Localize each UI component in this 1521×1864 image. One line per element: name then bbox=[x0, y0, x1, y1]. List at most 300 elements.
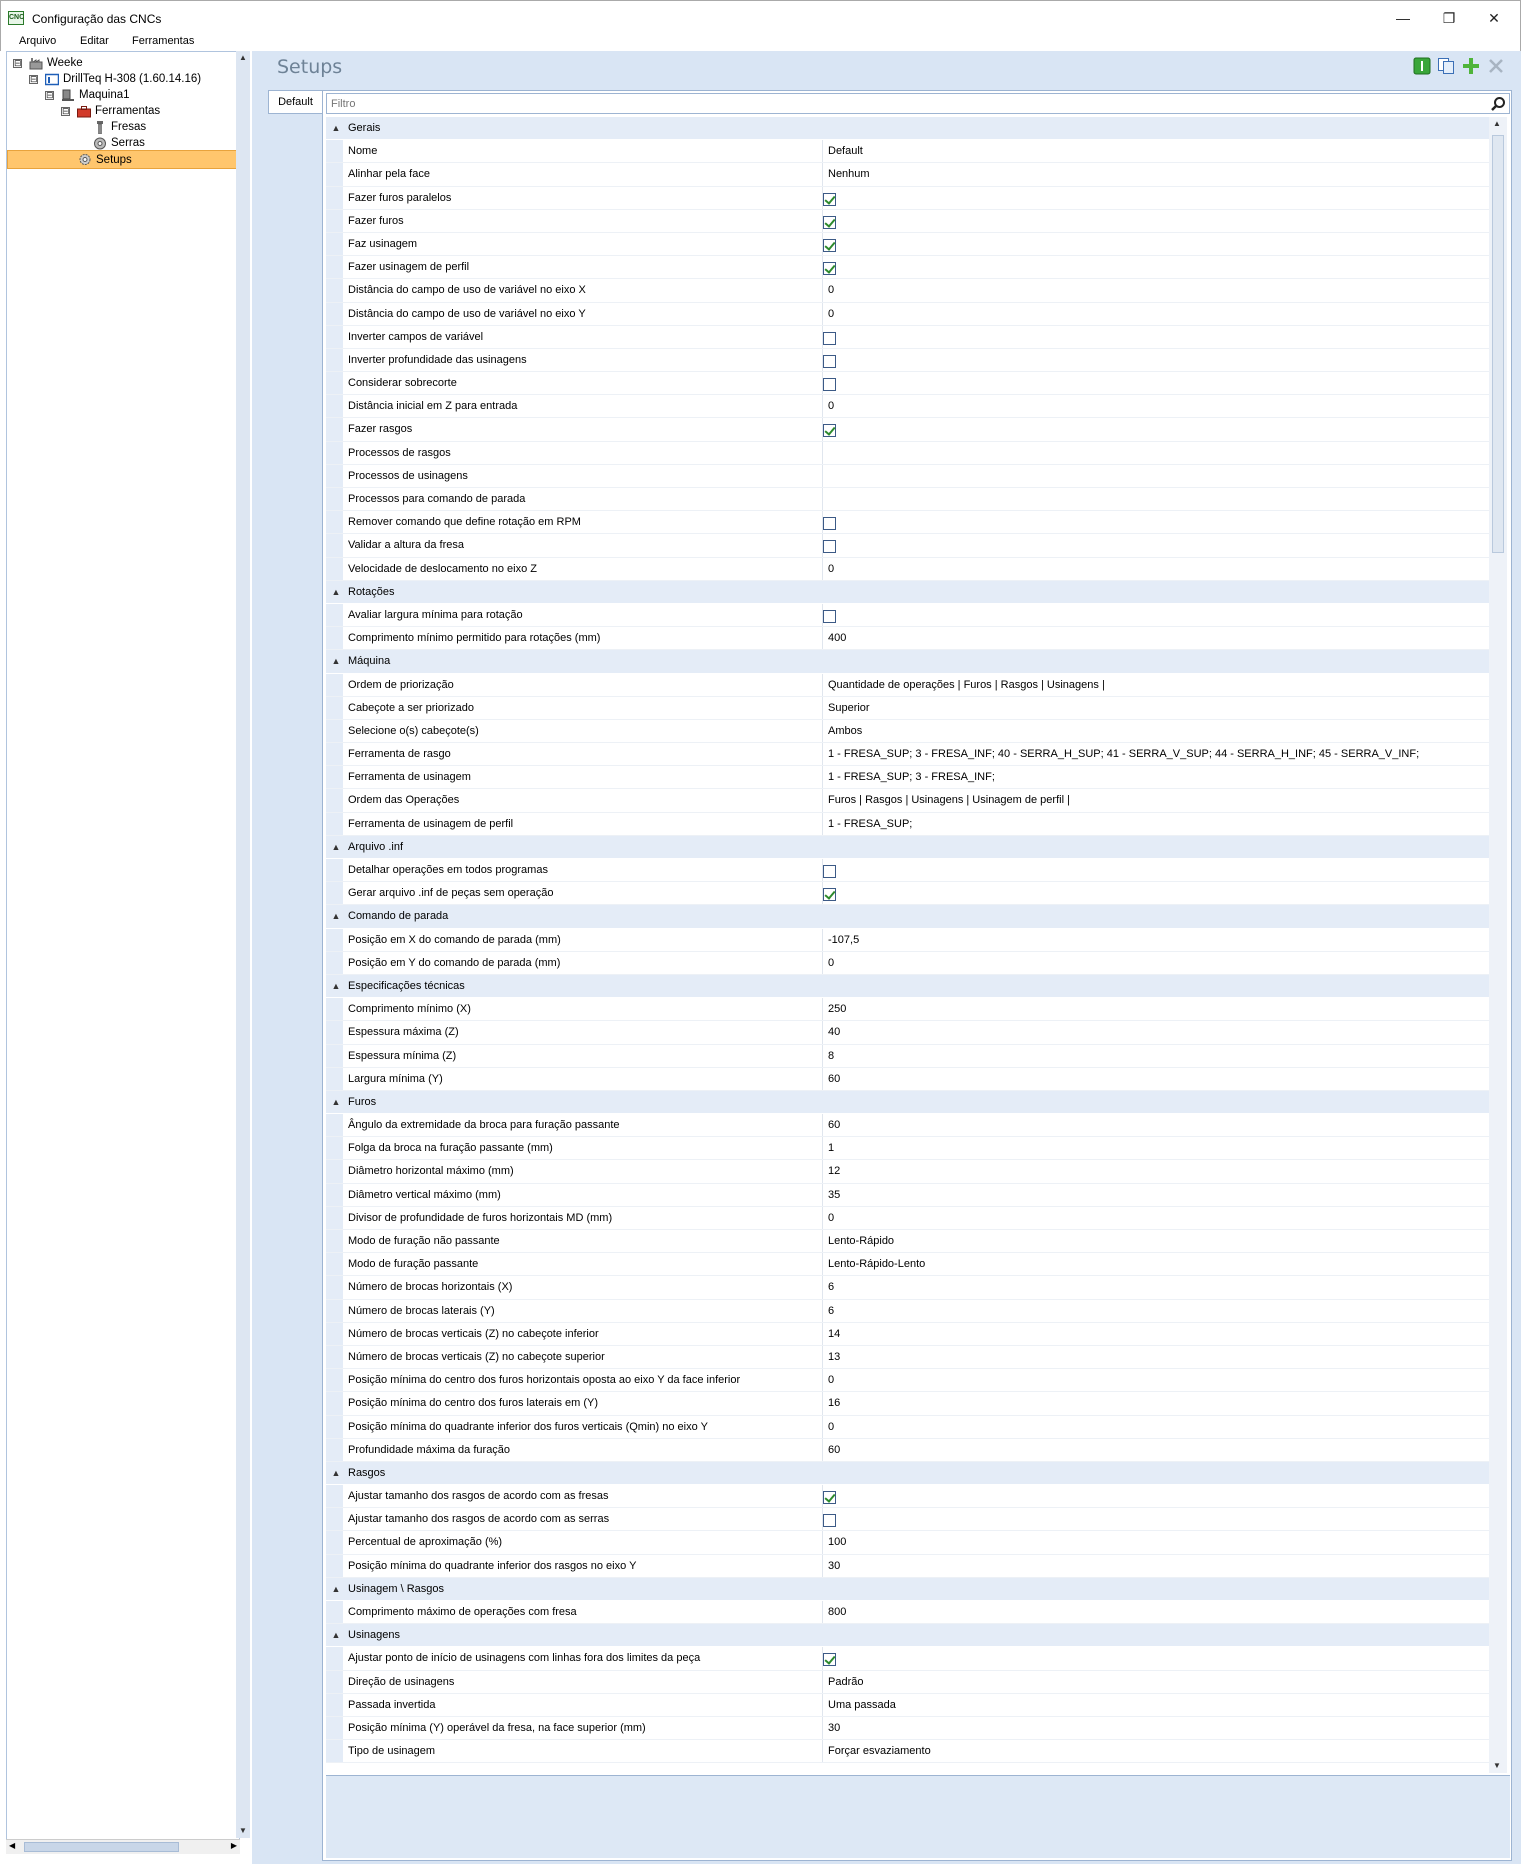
property-checkbox[interactable] bbox=[823, 355, 836, 368]
app-icon: CNC bbox=[8, 11, 24, 25]
row-gutter bbox=[326, 326, 343, 348]
property-value[interactable]: 1 - FRESA_SUP; 3 - FRESA_INF; bbox=[822, 766, 1489, 788]
row-gutter bbox=[326, 303, 343, 325]
row-gutter bbox=[326, 558, 343, 580]
property-row[interactable] bbox=[326, 372, 1489, 395]
property-name: Ajustar tamanho dos rasgos de acordo com as fresas bbox=[348, 1490, 609, 1503]
category-row[interactable] bbox=[326, 975, 1489, 998]
collapse-chevron-icon[interactable]: ▲ bbox=[331, 911, 341, 922]
property-name: Remover comando que define rotação em RPM bbox=[348, 516, 581, 529]
property-row[interactable] bbox=[326, 627, 1489, 650]
row-gutter bbox=[326, 1021, 343, 1043]
property-value[interactable]: 35 bbox=[822, 1184, 1489, 1206]
property-checkbox[interactable] bbox=[823, 378, 836, 391]
property-name: Processos de rasgos bbox=[348, 446, 451, 459]
tree-item-label: DrillTeq H-308 (1.60.14.16) bbox=[63, 73, 202, 85]
copy-icon[interactable] bbox=[1437, 57, 1455, 75]
property-row[interactable] bbox=[326, 859, 1489, 882]
property-row[interactable] bbox=[326, 952, 1489, 975]
row-gutter bbox=[326, 1369, 343, 1391]
property-value[interactable]: 0 bbox=[822, 395, 1489, 417]
property-value[interactable]: 14 bbox=[822, 1323, 1489, 1345]
property-value-cell bbox=[822, 534, 1489, 556]
collapse-chevron-icon[interactable]: ▲ bbox=[331, 1583, 341, 1594]
property-row[interactable] bbox=[326, 534, 1489, 557]
factory-icon bbox=[29, 57, 43, 70]
row-gutter bbox=[326, 1392, 343, 1414]
property-checkbox[interactable] bbox=[823, 1653, 836, 1666]
category-row[interactable] bbox=[326, 117, 1489, 140]
category-row[interactable] bbox=[326, 581, 1489, 604]
property-value[interactable]: 30 bbox=[822, 1717, 1489, 1739]
row-gutter bbox=[326, 534, 343, 556]
property-value[interactable]: 1 - FRESA_SUP; 3 - FRESA_INF; 40 - SERRA_H_SUP; 41 - SERRA_V_SUP; 44 - SERRA_H_INF; 45 - SERRA_V_INF; bbox=[822, 743, 1489, 765]
tree-item-label: Weeke bbox=[47, 57, 83, 69]
property-row[interactable] bbox=[326, 813, 1489, 836]
property-checkbox[interactable] bbox=[823, 888, 836, 901]
category-label: Comando de parada bbox=[348, 910, 449, 923]
property-row[interactable] bbox=[326, 1740, 1489, 1763]
property-value[interactable]: 0 bbox=[822, 303, 1489, 325]
collapse-chevron-icon[interactable]: ▲ bbox=[331, 123, 341, 133]
tab-default[interactable]: Default bbox=[268, 90, 322, 114]
category-row[interactable] bbox=[326, 1091, 1489, 1114]
property-row[interactable] bbox=[326, 303, 1489, 326]
row-gutter bbox=[326, 349, 343, 371]
property-value[interactable]: Padrão bbox=[822, 1671, 1489, 1693]
drill-bit-icon bbox=[93, 121, 107, 134]
property-value[interactable]: 1 - FRESA_SUP; bbox=[822, 813, 1489, 835]
property-row[interactable] bbox=[326, 1207, 1489, 1230]
property-name: Considerar sobrecorte bbox=[348, 377, 457, 390]
property-row[interactable] bbox=[326, 210, 1489, 233]
property-name: Gerar arquivo .inf de peças sem operação bbox=[348, 887, 554, 900]
property-row[interactable] bbox=[326, 1045, 1489, 1068]
collapse-icon[interactable]: ⊟ bbox=[62, 106, 70, 116]
row-gutter bbox=[326, 1531, 343, 1553]
tree-item-setups[interactable] bbox=[7, 150, 239, 169]
property-checkbox[interactable] bbox=[823, 1514, 836, 1527]
row-gutter bbox=[326, 1276, 343, 1298]
property-value-cell bbox=[822, 1647, 1489, 1669]
row-gutter bbox=[326, 210, 343, 232]
property-name: Espessura máxima (Z) bbox=[348, 1026, 459, 1039]
property-value[interactable]: 6 bbox=[822, 1276, 1489, 1298]
row-gutter bbox=[326, 163, 343, 185]
property-value[interactable]: 60 bbox=[822, 1068, 1489, 1090]
property-name: Número de brocas verticais (Z) no cabeçote superior bbox=[348, 1350, 605, 1363]
row-gutter bbox=[326, 789, 343, 811]
property-name: Passada invertida bbox=[348, 1698, 436, 1711]
property-checkbox[interactable] bbox=[823, 193, 836, 206]
row-gutter bbox=[326, 1346, 343, 1368]
property-value[interactable]: 8 bbox=[822, 1045, 1489, 1067]
row-gutter bbox=[326, 1253, 343, 1275]
property-value-cell bbox=[822, 511, 1489, 533]
property-row[interactable] bbox=[326, 929, 1489, 952]
property-row[interactable] bbox=[326, 1392, 1489, 1415]
row-gutter bbox=[326, 882, 343, 904]
collapse-icon[interactable]: ⊟ bbox=[14, 58, 22, 68]
property-name: Faz usinagem bbox=[348, 237, 418, 250]
property-name: Ajustar tamanho dos rasgos de acordo com as serras bbox=[348, 1513, 610, 1526]
property-row[interactable] bbox=[326, 1323, 1489, 1346]
row-gutter bbox=[326, 465, 343, 487]
property-name: Inverter profundidade das usinagens bbox=[348, 353, 527, 366]
property-row[interactable] bbox=[326, 1694, 1489, 1717]
property-row[interactable] bbox=[326, 349, 1489, 372]
property-name: Distância do campo de uso de variável no eixo X bbox=[348, 284, 586, 297]
row-gutter bbox=[326, 140, 343, 162]
collapse-chevron-icon[interactable]: ▲ bbox=[331, 841, 341, 852]
add-icon[interactable] bbox=[1462, 57, 1480, 75]
row-gutter bbox=[326, 279, 343, 301]
property-value[interactable] bbox=[822, 442, 1489, 464]
category-label: Rasgos bbox=[348, 1466, 386, 1479]
property-row[interactable] bbox=[326, 1601, 1489, 1624]
page-title: Setups bbox=[277, 56, 343, 78]
row-gutter bbox=[326, 766, 343, 788]
property-row[interactable] bbox=[326, 326, 1489, 349]
property-value[interactable]: 60 bbox=[822, 1439, 1489, 1461]
property-value[interactable]: Furos | Rasgos | Usinagens | Usinagem de perfil | bbox=[822, 789, 1489, 811]
machine-icon bbox=[45, 73, 59, 86]
menu-ferramentas[interactable]: Ferramentas bbox=[132, 35, 195, 47]
scroll-up-icon[interactable]: ▲ bbox=[1493, 119, 1501, 128]
scroll-right-icon[interactable]: ▶ bbox=[230, 1841, 237, 1850]
property-name: Distância do campo de uso de variável no eixo Y bbox=[348, 307, 586, 320]
property-row[interactable] bbox=[326, 1671, 1489, 1694]
row-gutter bbox=[326, 372, 343, 394]
collapse-chevron-icon[interactable]: ▲ bbox=[331, 1096, 341, 1107]
property-value[interactable]: 100 bbox=[822, 1531, 1489, 1553]
row-gutter bbox=[326, 187, 343, 209]
tree-item-label: Setups bbox=[96, 154, 132, 166]
property-row[interactable] bbox=[326, 488, 1489, 511]
property-value[interactable]: 0 bbox=[822, 279, 1489, 301]
category-label: Rotações bbox=[348, 585, 395, 598]
property-value-cell bbox=[822, 1485, 1489, 1507]
property-name: Ordem de priorização bbox=[348, 678, 454, 691]
scroll-thumb[interactable] bbox=[1492, 135, 1504, 553]
property-checkbox[interactable] bbox=[823, 865, 836, 878]
property-value-cell bbox=[822, 1508, 1489, 1530]
category-row[interactable] bbox=[326, 836, 1489, 859]
row-gutter bbox=[326, 1601, 343, 1623]
property-value[interactable]: 400 bbox=[822, 627, 1489, 649]
property-row[interactable] bbox=[326, 674, 1489, 697]
row-gutter bbox=[326, 418, 343, 440]
property-row[interactable] bbox=[326, 1346, 1489, 1369]
category-row[interactable] bbox=[326, 1578, 1489, 1601]
property-name: Diâmetro vertical máximo (mm) bbox=[348, 1188, 501, 1201]
property-name: Selecione o(s) cabeçote(s) bbox=[348, 724, 479, 737]
property-value-cell bbox=[822, 256, 1489, 278]
property-row[interactable] bbox=[326, 1300, 1489, 1323]
property-row[interactable] bbox=[326, 743, 1489, 766]
row-gutter bbox=[326, 1114, 343, 1136]
row-gutter bbox=[326, 998, 343, 1020]
computer-icon bbox=[61, 89, 75, 102]
row-gutter bbox=[326, 1555, 343, 1577]
row-gutter bbox=[326, 511, 343, 533]
filter-box bbox=[326, 93, 1510, 114]
property-name: Fazer usinagem de perfil bbox=[348, 261, 470, 274]
property-row[interactable] bbox=[326, 140, 1489, 163]
property-row[interactable] bbox=[326, 442, 1489, 465]
property-value[interactable]: 13 bbox=[822, 1346, 1489, 1368]
property-row[interactable] bbox=[326, 1416, 1489, 1439]
row-gutter bbox=[326, 674, 343, 696]
property-name: Processos de usinagens bbox=[348, 469, 468, 482]
property-name: Posição mínima do quadrante inferior dos rasgos no eixo Y bbox=[348, 1559, 637, 1572]
property-row[interactable] bbox=[326, 511, 1489, 534]
tree-vertical-scrollbar[interactable] bbox=[236, 51, 250, 1838]
property-value-cell bbox=[822, 349, 1489, 371]
property-name: Tipo de usinagem bbox=[348, 1745, 436, 1758]
collapse-chevron-icon[interactable]: ▲ bbox=[331, 1467, 341, 1478]
scroll-left-icon[interactable]: ◀ bbox=[9, 1841, 16, 1850]
property-name: Cabeçote a ser priorizado bbox=[348, 701, 474, 714]
property-name: Nome bbox=[348, 145, 378, 158]
property-value[interactable]: Uma passada bbox=[822, 1694, 1489, 1716]
property-row[interactable] bbox=[326, 697, 1489, 720]
property-value[interactable] bbox=[822, 488, 1489, 510]
property-row[interactable] bbox=[326, 1439, 1489, 1462]
property-checkbox[interactable] bbox=[823, 540, 836, 553]
category-label: Especificações técnicas bbox=[348, 979, 465, 992]
property-checkbox[interactable] bbox=[823, 517, 836, 530]
row-gutter bbox=[326, 929, 343, 951]
property-row[interactable] bbox=[326, 1253, 1489, 1276]
row-gutter bbox=[326, 1416, 343, 1438]
property-value[interactable]: Ambos bbox=[822, 720, 1489, 742]
property-name: Ajustar ponto de início de usinagens com linhas fora dos limites da peça bbox=[348, 1652, 701, 1665]
property-checkbox[interactable] bbox=[823, 216, 836, 229]
property-row[interactable] bbox=[326, 1021, 1489, 1044]
property-row[interactable] bbox=[326, 882, 1489, 905]
property-value[interactable] bbox=[822, 465, 1489, 487]
property-row[interactable] bbox=[326, 187, 1489, 210]
property-row[interactable] bbox=[326, 1485, 1489, 1508]
property-name: Direção de usinagens bbox=[348, 1675, 455, 1688]
property-checkbox[interactable] bbox=[823, 262, 836, 275]
property-value[interactable]: 6 bbox=[822, 1300, 1489, 1322]
property-row[interactable] bbox=[326, 279, 1489, 302]
grid-vertical-scrollbar[interactable] bbox=[1489, 117, 1507, 1773]
property-value[interactable]: 250 bbox=[822, 998, 1489, 1020]
property-value[interactable]: 40 bbox=[822, 1021, 1489, 1043]
row-gutter bbox=[326, 1137, 343, 1159]
toolbox-icon bbox=[77, 105, 91, 118]
menu-editar[interactable]: Editar bbox=[80, 35, 109, 47]
property-name: Comprimento mínimo (X) bbox=[348, 1003, 471, 1016]
property-value[interactable]: Lento-Rápido-Lento bbox=[822, 1253, 1489, 1275]
row-gutter bbox=[326, 1068, 343, 1090]
menu-bar bbox=[0, 34, 1521, 51]
property-row[interactable] bbox=[326, 1068, 1489, 1091]
property-value[interactable]: 0 bbox=[822, 1207, 1489, 1229]
property-value[interactable]: Forçar esvaziamento bbox=[822, 1740, 1489, 1762]
property-row[interactable] bbox=[326, 1647, 1489, 1670]
property-name: Ferramenta de rasgo bbox=[348, 748, 451, 761]
property-row[interactable] bbox=[326, 465, 1489, 488]
property-row[interactable] bbox=[326, 1276, 1489, 1299]
property-value[interactable]: 0 bbox=[822, 952, 1489, 974]
property-value[interactable]: 60 bbox=[822, 1114, 1489, 1136]
property-value-cell bbox=[822, 210, 1489, 232]
property-value[interactable]: 0 bbox=[822, 1416, 1489, 1438]
property-name: Comprimento máximo de operações com fresa bbox=[348, 1606, 577, 1618]
category-row[interactable] bbox=[326, 1462, 1489, 1485]
property-row[interactable] bbox=[326, 233, 1489, 256]
collapse-chevron-icon[interactable]: ▲ bbox=[331, 980, 341, 991]
property-name: Ferramenta de usinagem de perfil bbox=[348, 817, 514, 830]
property-name: Profundidade máxima da furação bbox=[348, 1443, 511, 1456]
property-name: Alinhar pela face bbox=[348, 168, 430, 181]
row-gutter bbox=[326, 1439, 343, 1461]
close-button[interactable]: ✕ bbox=[1488, 10, 1500, 26]
property-value[interactable]: Nenhum bbox=[822, 163, 1489, 185]
property-value-cell bbox=[822, 882, 1489, 904]
row-gutter bbox=[326, 442, 343, 464]
property-value-cell bbox=[822, 418, 1489, 440]
property-row[interactable] bbox=[326, 1555, 1489, 1578]
category-row[interactable] bbox=[326, 905, 1489, 928]
row-gutter bbox=[326, 1230, 343, 1252]
row-gutter bbox=[326, 1671, 343, 1693]
property-name: Posição em Y do comando de parada (mm) bbox=[348, 956, 561, 969]
property-row[interactable] bbox=[326, 256, 1489, 279]
row-gutter bbox=[326, 743, 343, 765]
row-gutter bbox=[326, 256, 343, 278]
row-gutter bbox=[326, 1508, 343, 1530]
collapse-chevron-icon[interactable]: ▲ bbox=[331, 1630, 341, 1641]
property-value[interactable]: 30 bbox=[822, 1555, 1489, 1577]
scroll-up-icon[interactable]: ▲ bbox=[239, 53, 247, 62]
property-name: Processos para comando de parada bbox=[348, 493, 526, 505]
property-value[interactable]: 1 bbox=[822, 1137, 1489, 1159]
row-gutter bbox=[326, 395, 343, 417]
property-value[interactable]: Lento-Rápido bbox=[822, 1230, 1489, 1252]
export-icon[interactable] bbox=[1413, 57, 1431, 75]
property-value[interactable]: -107,5 bbox=[822, 929, 1489, 951]
property-checkbox[interactable] bbox=[823, 424, 836, 437]
category-label: Máquina bbox=[348, 655, 391, 668]
property-row[interactable] bbox=[326, 418, 1489, 441]
property-row[interactable] bbox=[326, 558, 1489, 581]
property-row[interactable] bbox=[326, 163, 1489, 186]
property-row[interactable] bbox=[326, 1160, 1489, 1183]
collapse-icon[interactable]: ⊟ bbox=[46, 90, 54, 100]
property-name: Avaliar largura mínima para rotação bbox=[348, 608, 523, 621]
property-name: Velocidade de deslocamento no eixo Z bbox=[348, 562, 537, 575]
category-row[interactable] bbox=[326, 1624, 1489, 1647]
property-value[interactable]: 800 bbox=[822, 1601, 1489, 1623]
tree-item-label: Serras bbox=[111, 137, 145, 149]
property-value[interactable]: 0 bbox=[822, 1369, 1489, 1391]
property-name: Fazer furos bbox=[348, 214, 404, 227]
property-name: Fazer furos paralelos bbox=[348, 191, 452, 204]
property-value[interactable]: Superior bbox=[822, 697, 1489, 719]
minimize-button[interactable]: — bbox=[1396, 10, 1410, 26]
category-row[interactable] bbox=[326, 650, 1489, 673]
property-name: Número de brocas laterais (Y) bbox=[348, 1304, 495, 1317]
property-value[interactable]: Quantidade de operações | Furos | Rasgos | Usinagens | bbox=[822, 674, 1489, 696]
collapse-chevron-icon[interactable]: ▲ bbox=[331, 586, 341, 597]
row-gutter bbox=[326, 952, 343, 974]
tree-item-label: Maquina1 bbox=[79, 89, 130, 101]
row-gutter bbox=[326, 720, 343, 742]
tree-horizontal-scrollbar[interactable] bbox=[6, 1839, 240, 1854]
property-name: Detalhar operações em todos programas bbox=[348, 864, 548, 876]
title-bar bbox=[0, 0, 1521, 34]
property-name: Percentual de aproximação (%) bbox=[348, 1536, 503, 1549]
property-row[interactable] bbox=[326, 720, 1489, 743]
scroll-down-icon[interactable]: ▼ bbox=[239, 1826, 247, 1835]
scroll-thumb[interactable] bbox=[24, 1842, 179, 1852]
restore-button[interactable]: ❐ bbox=[1442, 10, 1456, 26]
menu-arquivo[interactable]: Arquivo bbox=[19, 35, 57, 47]
tree-item-label: Fresas bbox=[111, 121, 147, 133]
property-checkbox[interactable] bbox=[823, 239, 836, 252]
property-row[interactable] bbox=[326, 1369, 1489, 1392]
category-label: Usinagens bbox=[348, 1629, 400, 1642]
property-value[interactable]: 16 bbox=[822, 1392, 1489, 1414]
property-row[interactable] bbox=[326, 1508, 1489, 1531]
property-value[interactable]: Default bbox=[822, 140, 1489, 162]
property-name: Ferramenta de usinagem bbox=[348, 771, 471, 784]
property-row[interactable] bbox=[326, 604, 1489, 627]
collapse-chevron-icon[interactable]: ▲ bbox=[331, 656, 341, 667]
property-value-cell bbox=[822, 326, 1489, 348]
property-row[interactable] bbox=[326, 1717, 1489, 1740]
delete-icon[interactable] bbox=[1487, 57, 1505, 75]
property-row[interactable] bbox=[326, 998, 1489, 1021]
row-gutter bbox=[326, 1694, 343, 1716]
row-gutter bbox=[326, 813, 343, 835]
row-gutter bbox=[326, 1300, 343, 1322]
row-gutter bbox=[326, 604, 343, 626]
row-gutter bbox=[326, 1207, 343, 1229]
property-name: Modo de furação passante bbox=[348, 1258, 479, 1271]
property-name: Número de brocas horizontais (X) bbox=[348, 1281, 513, 1294]
property-checkbox[interactable] bbox=[823, 610, 836, 623]
filter-input[interactable] bbox=[331, 96, 1481, 112]
row-gutter bbox=[326, 1184, 343, 1206]
property-row[interactable] bbox=[326, 1114, 1489, 1137]
property-row[interactable] bbox=[326, 1137, 1489, 1160]
property-name: Número de brocas verticais (Z) no cabeçote inferior bbox=[348, 1327, 599, 1340]
property-row[interactable] bbox=[326, 766, 1489, 789]
property-row[interactable] bbox=[326, 1230, 1489, 1253]
property-name: Diâmetro horizontal máximo (mm) bbox=[348, 1165, 514, 1178]
row-gutter bbox=[326, 1647, 343, 1669]
property-value-cell bbox=[822, 372, 1489, 394]
property-checkbox[interactable] bbox=[823, 332, 836, 345]
property-name: Posição mínima do centro dos furos laterais em (Y) bbox=[348, 1397, 599, 1410]
collapse-icon[interactable]: ⊟ bbox=[30, 74, 38, 84]
scroll-down-icon[interactable]: ▼ bbox=[1493, 1761, 1501, 1770]
property-row[interactable] bbox=[326, 1184, 1489, 1207]
property-row[interactable] bbox=[326, 1531, 1489, 1554]
property-value[interactable]: 0 bbox=[822, 558, 1489, 580]
property-row[interactable] bbox=[326, 395, 1489, 418]
property-value[interactable]: 12 bbox=[822, 1160, 1489, 1182]
search-icon[interactable] bbox=[1490, 96, 1506, 112]
property-row[interactable] bbox=[326, 789, 1489, 812]
property-checkbox[interactable] bbox=[823, 1491, 836, 1504]
